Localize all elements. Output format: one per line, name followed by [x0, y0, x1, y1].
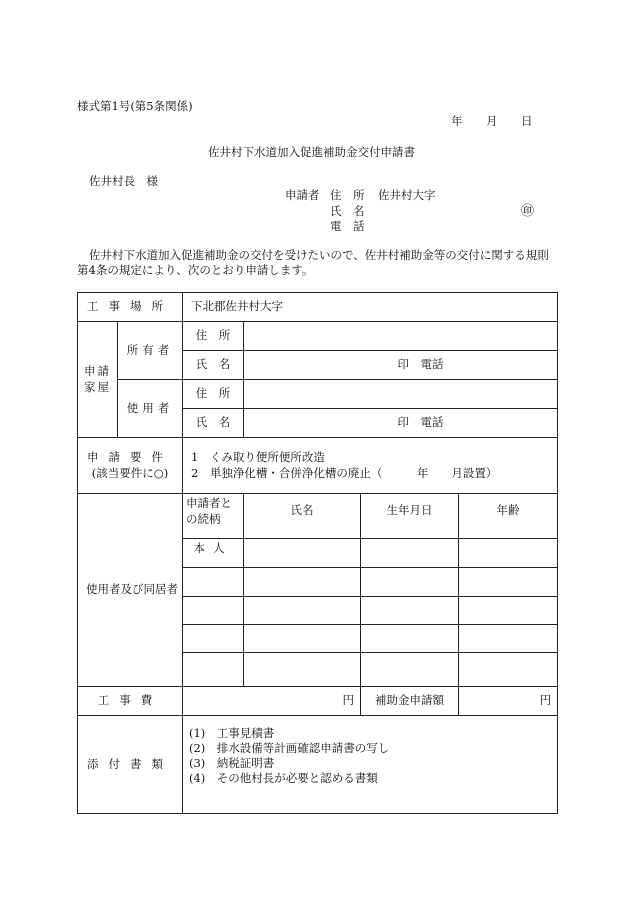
cost-row	[78, 687, 558, 716]
table-cell	[244, 539, 361, 568]
table-cell	[459, 539, 558, 568]
owner-name-label: 氏 名	[183, 351, 244, 380]
seal-mark: ㊞	[521, 204, 535, 219]
requirement-label-cell	[78, 438, 183, 494]
table-cell	[459, 597, 558, 625]
table-cell	[361, 597, 459, 625]
requirement-row	[78, 438, 558, 494]
subsidy-yen: 円	[459, 687, 558, 716]
user-name-label: 氏 名	[183, 409, 244, 438]
requirement-option-2: 2 単独浄化槽・合併浄化槽の廃止（ 年 月設置）	[191, 465, 498, 480]
cohabitants-label: 使用者及び同居者	[78, 494, 183, 687]
user-label: 使用者	[118, 380, 183, 438]
table-cell	[361, 539, 459, 568]
table-cell	[183, 625, 244, 653]
attachment-item: (3) 納税証明書	[189, 755, 275, 770]
user-address-label: 住 所	[183, 380, 244, 409]
col-relation	[183, 494, 244, 539]
applicant-phone-label: 電 話	[330, 219, 365, 233]
attachments-list	[183, 716, 558, 814]
col-name: 氏名	[244, 494, 361, 539]
house-label-line-1: 申請	[84, 363, 111, 378]
user-address-row	[78, 380, 558, 409]
owner-seal-phone: 印 電話	[244, 351, 558, 380]
owner-address-row	[78, 322, 558, 351]
body-text-line-2: 第4条の規定により、次のとおり申請します。	[77, 263, 314, 277]
user-address-value	[244, 380, 558, 409]
table-cell	[244, 568, 361, 597]
table-cell	[361, 568, 459, 597]
subsidy-label: 補助金申請額	[361, 687, 459, 716]
table-cell	[244, 653, 361, 687]
house-label-line-2: 家屋	[84, 379, 111, 394]
requirement-note: (該当要件に○)	[91, 465, 169, 480]
table-cell	[459, 653, 558, 687]
site-label: 工事場所	[78, 293, 183, 322]
table-cell	[183, 653, 244, 687]
body-text-line-1: 佐井村下水道加入促進補助金の交付を受けたいので、佐井村補助金等の交付に関する規則	[89, 248, 549, 262]
cohabitants-header-row	[78, 494, 558, 539]
attachments-label: 添付書類	[78, 716, 183, 814]
date-year-label: 年	[451, 114, 463, 128]
attachment-item: (2) 排水設備等計画確認申請書の写し	[189, 740, 390, 755]
col-relation-line-2: の続柄	[186, 511, 221, 526]
addressee: 佐井村長 様	[89, 174, 158, 188]
requirement-label: 申請要件	[87, 449, 173, 464]
site-row	[78, 293, 558, 322]
table-cell	[361, 653, 459, 687]
table-cell	[183, 597, 244, 625]
col-birth: 生年月日	[361, 494, 459, 539]
date-day-label: 日	[521, 114, 533, 128]
applicant-address-value: 佐井村大字	[378, 188, 436, 202]
form-number: 様式第1号(第5条関係)	[77, 99, 193, 113]
date-month-label: 月	[486, 114, 498, 128]
col-relation-line-1: 申請者と	[186, 496, 232, 510]
applicant-address-label: 住 所	[330, 188, 365, 202]
table-cell	[459, 568, 558, 597]
table-cell	[244, 597, 361, 625]
house-label	[78, 322, 118, 438]
document-title: 佐井村下水道加入促進補助金交付申請書	[208, 145, 415, 159]
owner-address-value	[244, 322, 558, 351]
owner-address-label: 住 所	[183, 322, 244, 351]
attachment-item: (4) その他村長が必要と認める書類	[189, 770, 378, 785]
table-cell	[361, 625, 459, 653]
applicant-role-label: 申請者	[285, 188, 320, 202]
owner-label: 所有者	[118, 322, 183, 380]
table-cell	[459, 625, 558, 653]
site-value: 下北郡佐井村大字	[183, 293, 558, 322]
requirement-options	[183, 438, 558, 494]
application-form-table	[77, 292, 558, 814]
applicant-name-label: 氏 名	[330, 204, 365, 218]
cost-label: 工事費	[78, 687, 183, 716]
attachments-row	[78, 716, 558, 814]
requirement-option-1: 1 くみ取り便所便所改造	[191, 449, 325, 464]
attachment-item: (1) 工事見積書	[189, 726, 275, 740]
self-label: 本人	[183, 539, 244, 568]
user-seal-phone: 印 電話	[244, 409, 558, 438]
table-cell	[244, 625, 361, 653]
table-cell	[183, 568, 244, 597]
col-age: 年齢	[459, 494, 558, 539]
cost-yen: 円	[183, 687, 361, 716]
